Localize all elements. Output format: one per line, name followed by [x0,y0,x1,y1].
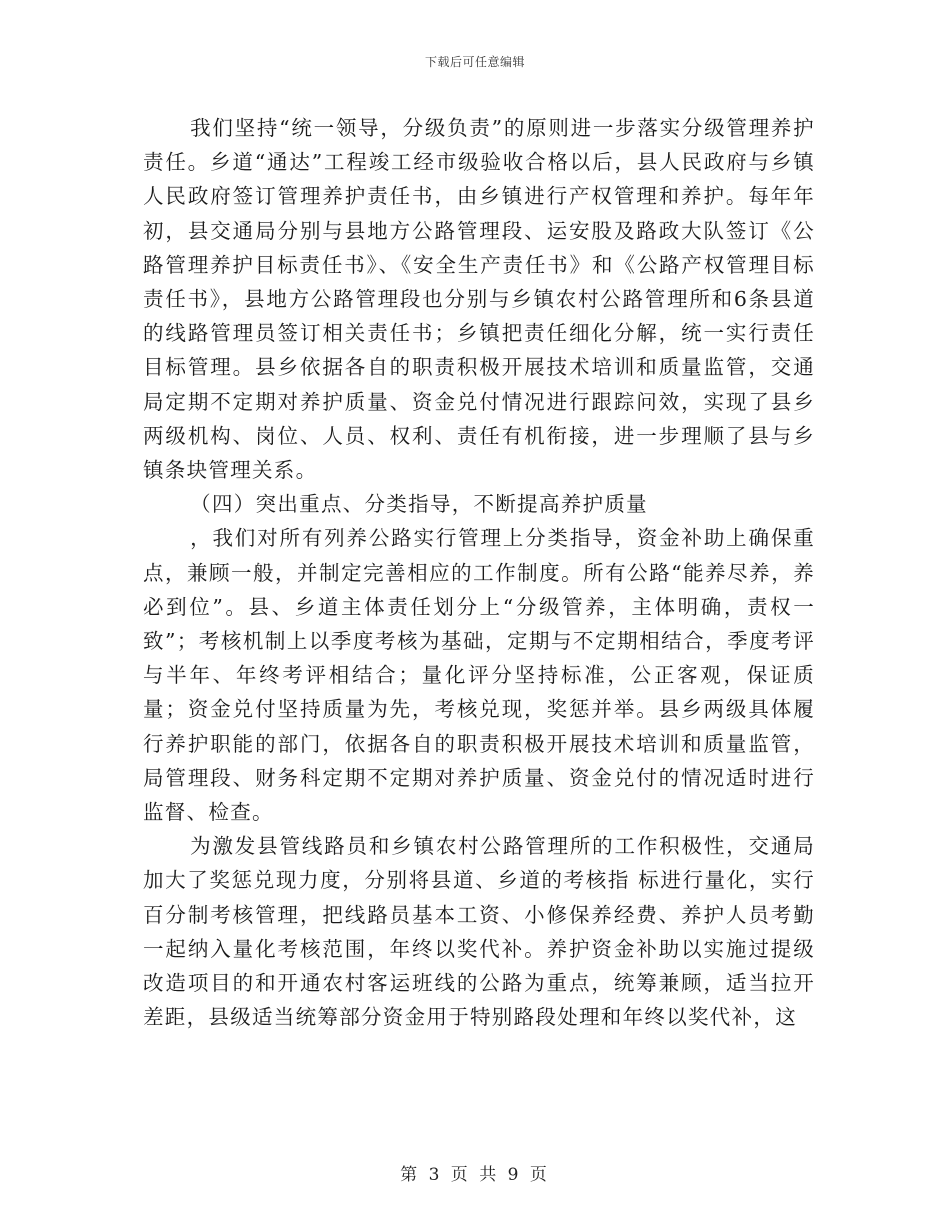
section-heading: （四）突出重点、分类指导，不断提高养护质量 [190,492,648,517]
page-number-footer: 第 3 页 共 9 页 [400,1165,550,1185]
paragraph-responsibility: 我们坚持“统一领导，分级负责”的原则进一步落实分级管理养护责任。乡道“通达”工程竣工经市级验收合格以后，县人民政府与乡镇人民政府签订管理养护责任书，由乡镇进行产权管理和养护。每年年初，县交通局分别与县地方公路管理段、运安股及路政大队签订《公路管理养护目标责任书》、《安全生产责任书》和《公路产权管理目标责任书》，县地方公路管理段也分别与乡镇农村公路管理所和6条县道的线路管理员签订相关责任书；乡镇把责任细化分解，统一实行责任目标管理。县乡依据各自的职责积极开展技术培训和质量监管，交通局定期不定期对养护质量、资金兑付情况进行跟踪问效，实现了县乡两级机构、岗位、人员、权利、责任有机衔接，进一步理顺了县与乡镇条块管理关系。 [143,116,815,483]
paragraph-incentives: 为激发县管线路员和乡镇农村公路管理所的工作积极性，交通局加大了奖惩兑现力度，分别将县道、乡道的考核指 标进行量化，实行百分制考核管理，把线路员基本工资、小修保养经费、养护人员考勤一起纳入量化考核范围，年终以奖代补。养护资金补助以实施过提级改造项目的和开通农村客运班线的公路为重点，统筹兼顾，适当拉开差距，县级适当统筹部分资金用于特别路段处理和年终以奖代补，这 [143,834,815,1030]
paragraph-classification: ，我们对所有列养公路实行管理上分类指导，资金补助上确保重点，兼顾一般，并制定完善相应的工作制度。所有公路“能养尽养，养必到位”。县、乡道主体责任划分上“分级管养，主体明确，责权一致”；考核机制上以季度考核为基础，定期与不定期相结合，季度考评与半年、年终考评相结合；量化评分坚持标准，公正客观，保证质量；资金兑付坚持质量为先，考核兑现，奖惩并举。县乡两级具体履行养护职能的部门，依据各自的职责积极开展技术培训和质量监管，局管理段、财务科定期不定期对养护质量、资金兑付的情况适时进行监督、检查。 [143,526,815,825]
page-header: 下载后可任意编辑 [424,55,525,69]
document-body [143,111,815,1034]
